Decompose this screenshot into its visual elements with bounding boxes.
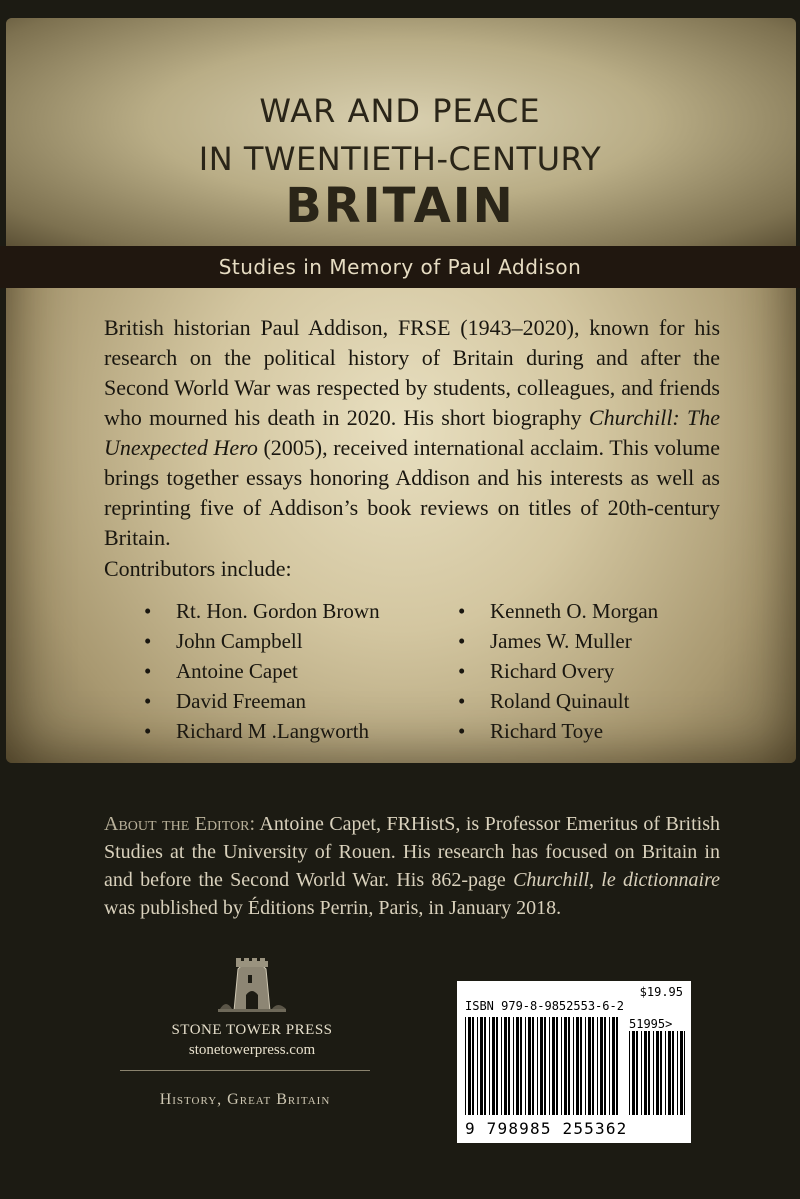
barcode-bar [468, 1017, 471, 1115]
barcode-bar [544, 1017, 546, 1115]
contributor-item: • John Campbell [144, 626, 380, 656]
subtitle: Studies in Memory of Paul Addison [218, 255, 582, 279]
barcode-bar [532, 1017, 534, 1115]
barcode-bar [660, 1031, 662, 1115]
barcode-bar [656, 1031, 659, 1115]
contributor-item: • David Freeman [144, 686, 380, 716]
barcode-bar [616, 1017, 618, 1115]
barcode-bar [585, 1017, 586, 1115]
description-part-1: British historian Paul Addison, FRSE (1943–2020), known for his research on the political history of Britain during and after the Second World War was respected by students, colleagues, and friends who mourned his death in 2020. His short biography [104, 315, 720, 430]
description-part-2: (2005), received international acclaim. This volume brings together essays honoring Addison and his interests as well as reprinting five of Addison’s book reviews on titles of 20th-century Britain. [104, 435, 720, 550]
about-editor [104, 810, 720, 922]
about-editor-book-title: Churchill, le dictionnaire [513, 869, 720, 891]
barcode-bar [648, 1031, 650, 1115]
barcode-bar [489, 1017, 490, 1115]
contributor-item: • Richard Overy [458, 656, 658, 686]
barcode-bar [496, 1017, 498, 1115]
ean-number: 9 798985 255362 [465, 1119, 628, 1138]
barcode-bar [525, 1017, 526, 1115]
publisher-url: stonetowerpress.com [188, 1042, 316, 1058]
title-line-1: WAR AND PEACE [259, 92, 541, 130]
contributor-item: • Richard Toye [458, 716, 658, 746]
barcode-bar [513, 1017, 514, 1115]
barcode-bar [684, 1031, 685, 1115]
barcode-bar [592, 1017, 594, 1115]
contributors-list-left [144, 596, 380, 746]
barcode-bar [641, 1031, 642, 1115]
about-editor-part-2: was published by Éditions Perrin, Paris, in January 2018. [104, 897, 562, 919]
barcode-bar [597, 1017, 598, 1115]
barcode-bar [573, 1017, 574, 1115]
barcode-bar [653, 1031, 654, 1115]
contributor-item: • Kenneth O. Morgan [458, 596, 658, 626]
stone-tower-logo-icon [212, 955, 292, 1015]
barcode-bar [556, 1017, 558, 1115]
barcode-bar [465, 1017, 466, 1115]
about-editor-label: About the Editor: [104, 813, 256, 835]
barcode-bar [508, 1017, 510, 1115]
barcode-bar [672, 1031, 674, 1115]
contributor-item: • Roland Quinault [458, 686, 658, 716]
barcode-bar [484, 1017, 486, 1115]
barcode-bar [600, 1017, 603, 1115]
barcode-bar [504, 1017, 507, 1115]
barcode-bar [609, 1017, 610, 1115]
barcode-bar [580, 1017, 582, 1115]
barcode-bar [540, 1017, 543, 1115]
contributor-item: • Rt. Hon. Gordon Brown [144, 596, 380, 626]
barcode [457, 981, 691, 1143]
barcode-bar [665, 1031, 666, 1115]
barcode-bar [629, 1031, 630, 1115]
category-label: History, Great Britain [159, 1091, 331, 1108]
barcode-bar [501, 1017, 502, 1115]
isbn-label: ISBN 979-8-9852553-6-2 [465, 999, 624, 1013]
barcode-bar [520, 1017, 522, 1115]
barcode-bar [668, 1031, 671, 1115]
title-line-3: BRITAIN [285, 178, 515, 234]
barcode-bar [528, 1017, 531, 1115]
description-book-title: Churchill: The Unexpected Hero [104, 405, 720, 460]
supplement-bars-icon [629, 1031, 685, 1115]
description [104, 313, 720, 553]
barcode-bar [576, 1017, 579, 1115]
contributor-item: • James W. Muller [458, 626, 658, 656]
barcode-bar [561, 1017, 562, 1115]
barcode-bar [632, 1031, 635, 1115]
price-code: 51995> [629, 1017, 673, 1031]
publisher-name: STONE TOWER PRESS [171, 1022, 333, 1038]
barcode-bar [477, 1017, 478, 1115]
barcode-bar [568, 1017, 570, 1115]
barcode-bar [612, 1017, 615, 1115]
barcode-bars-icon [465, 1017, 621, 1115]
contributors-label: Contributors include: [104, 556, 292, 581]
divider [120, 1070, 370, 1071]
barcode-bar [516, 1017, 519, 1115]
barcode-bar [644, 1031, 647, 1115]
price-label: $19.95 [639, 985, 683, 999]
contributors-list-right [458, 596, 658, 746]
barcode-bar [680, 1031, 683, 1115]
barcode-bar [552, 1017, 555, 1115]
barcode-bar [677, 1031, 678, 1115]
barcode-bar [564, 1017, 567, 1115]
about-editor-part-1: Antoine Capet, FRHistS, is Professor Emeritus of British Studies at the University of Rouen. His research has focused on Britain in and before the Second World War. His 862-page [104, 813, 720, 891]
barcode-bar [549, 1017, 550, 1115]
barcode-bar [480, 1017, 483, 1115]
contributor-item: • Richard M .Langworth [144, 716, 380, 746]
title-line-2: IN TWENTIETH-CENTURY [198, 140, 602, 178]
contributor-item: • Antoine Capet [144, 656, 380, 686]
barcode-bar [537, 1017, 538, 1115]
barcode-bar [636, 1031, 638, 1115]
barcode-bar [492, 1017, 495, 1115]
barcode-bar [604, 1017, 606, 1115]
barcode-bar [588, 1017, 591, 1115]
barcode-bar [472, 1017, 474, 1115]
subtitle-band [0, 246, 800, 288]
